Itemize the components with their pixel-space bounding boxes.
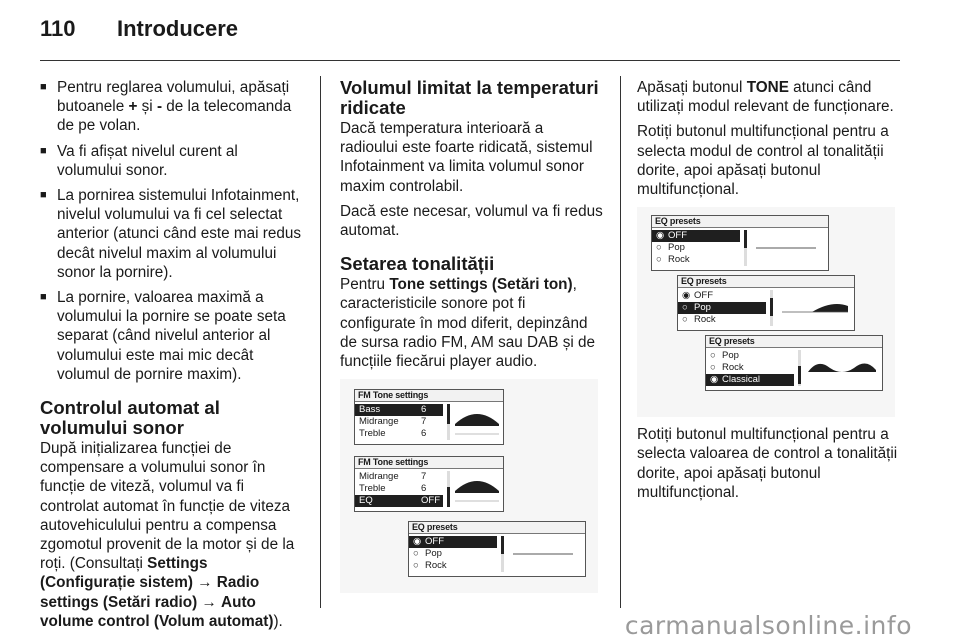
row-value: OFF <box>421 495 440 507</box>
bullet-square-icon: ■ <box>40 144 47 157</box>
bullet-item <box>40 288 302 384</box>
paragraph-text: Pentru <box>340 276 390 294</box>
row-value: 6 <box>421 404 427 416</box>
pop-curve-icon <box>776 292 852 326</box>
plus-symbol: + <box>128 98 138 116</box>
paragraph-text: , caracteristicile sonore pot fi configurate în mod diferit, depinzând de sursa radio FM, AM sau DAB și de funcțiile fiecărui player audio. <box>340 276 596 371</box>
screen-panel <box>677 275 855 331</box>
screen-panel <box>651 215 829 271</box>
row-label: Bass <box>359 404 381 416</box>
watermark: carmanualsonline.info <box>624 611 912 640</box>
menu-row <box>409 536 497 548</box>
paragraph-text: După inițializarea funcției de compensare a volumului sonor în funcție de viteză, volumul va fi controlat automat în funcție de viteza autovehiculului pentru a compensa zgomotul provenit de la motor și de la roți. (Consultați <box>40 440 295 573</box>
classical-curve-icon <box>804 352 880 386</box>
radio-icon: ○ <box>413 560 419 572</box>
section-heading-volume-limit: Volumul limitat la temperaturi ridicate <box>340 77 599 118</box>
flat-curve-icon <box>507 538 577 572</box>
menu-row <box>355 404 443 416</box>
row-label: Rock <box>668 254 690 266</box>
tone-settings-figure <box>340 379 598 593</box>
scroll-thumb <box>501 536 504 554</box>
eq-presets-figure <box>637 207 895 417</box>
menu-row <box>678 302 766 314</box>
screen-panel <box>354 456 504 512</box>
column-1 <box>40 78 302 637</box>
auto-volume-paragraph <box>40 439 302 631</box>
menu-row <box>409 548 497 560</box>
column-divider-1 <box>320 76 321 608</box>
bullet-text: La pornire, valoarea maximă a volumului la pornire se poate seta separat (când nivelul anterior al volumului este mai mic decât volumul de pornire maxim). <box>57 289 286 383</box>
menu-row <box>678 314 766 326</box>
bullet-text: Pentru reglarea volumului, apăsați butoanele <box>57 79 290 116</box>
menu-row <box>678 290 766 302</box>
radio-icon: ○ <box>413 548 419 560</box>
menu-row <box>652 254 740 266</box>
row-label: Treble <box>359 483 386 495</box>
flat-curve-icon <box>750 232 820 266</box>
menu-row <box>706 362 794 374</box>
menu-row <box>652 230 740 242</box>
row-value: 7 <box>421 471 427 483</box>
menu-row <box>355 495 443 507</box>
radio-icon: ○ <box>682 302 688 314</box>
minus-symbol: - <box>156 98 163 116</box>
paragraph-text: atunci când utilizați modul relevant de funcționare. <box>637 79 894 116</box>
paragraph <box>340 275 605 371</box>
panel-title: FM Tone settings <box>355 390 503 402</box>
panel-title: EQ presets <box>706 336 882 348</box>
paragraph <box>637 78 903 116</box>
radio-icon: ○ <box>656 242 662 254</box>
scroll-thumb <box>770 298 773 316</box>
row-label: EQ <box>359 495 373 507</box>
radio-icon: ○ <box>682 314 688 326</box>
menu-row <box>355 483 443 495</box>
row-label: Rock <box>694 314 716 326</box>
menu-row <box>355 428 443 440</box>
radio-icon: ○ <box>656 254 662 266</box>
paragraph: Rotiți butonul multifuncțional pentru a selecta modul de control al tonalității dorite, apoi apăsați butonul multifuncțional. <box>637 123 889 199</box>
radio-selected-icon: ◉ <box>656 230 665 242</box>
row-label: Pop <box>694 302 711 314</box>
arrow-separator: → <box>192 574 217 592</box>
paragraph-text: Apăsați butonul <box>637 79 747 96</box>
section-heading-auto-volume: Controlul automat al volumului sonor <box>40 397 220 439</box>
menu-row <box>652 242 740 254</box>
radio-icon: ○ <box>710 350 716 362</box>
row-label: Midrange <box>359 471 399 483</box>
scroll-thumb <box>798 366 801 384</box>
panel-title: FM Tone settings <box>355 457 503 469</box>
row-label: Treble <box>359 428 386 440</box>
screen-panel <box>354 389 504 445</box>
row-label: Rock <box>722 362 744 374</box>
bullet-item <box>40 186 302 282</box>
bullet-item <box>40 142 302 180</box>
column-2 <box>340 78 605 599</box>
panel-title: EQ presets <box>409 522 585 534</box>
menu-row <box>355 471 443 483</box>
radio-selected-icon: ◉ <box>682 290 691 302</box>
paragraph: Dacă este necesar, volumul va fi redus automat. <box>340 202 603 240</box>
menu-row <box>355 416 443 428</box>
menu-path-auto-volume: Auto volume control (Volum automat) <box>40 593 274 630</box>
row-label: Midrange <box>359 416 399 428</box>
scroll-thumb <box>447 404 450 424</box>
page-title: Introducere <box>117 16 239 41</box>
radio-selected-icon: ◉ <box>413 536 422 548</box>
row-label: Rock <box>425 560 447 572</box>
scroll-thumb <box>744 230 747 248</box>
section-heading-tone-setting: Setarea tonalității <box>340 253 495 275</box>
row-value: 6 <box>421 428 427 440</box>
radio-icon: ○ <box>710 362 716 374</box>
tone-curve-icon <box>453 406 501 440</box>
bullet-text: de la telecomanda de pe volan. <box>57 98 292 135</box>
bullet-square-icon: ■ <box>40 189 47 202</box>
bullet-text: La pornirea sistemului Infotainment, nivelul volumului va fi cel selectat anterior (atunci când este mai redus decât nivelul maxim al volumului sonor la pornire). <box>57 187 302 281</box>
row-label: Pop <box>668 242 685 254</box>
menu-path-radio-settings: Radio settings (Setări radio) <box>40 574 260 611</box>
menu-path-settings: Settings (Configurație sistem) <box>40 555 208 592</box>
arrow-separator: → <box>197 593 222 611</box>
paragraph: Dacă temperatura interioară a radioului este foarte ridicată, sistemul Infotainment va limita volumul sonor maxim controlabil. <box>340 120 593 195</box>
column-3 <box>637 78 903 508</box>
bullet-square-icon: ■ <box>40 81 47 93</box>
row-value: 6 <box>421 483 427 495</box>
row-label: OFF <box>668 230 687 242</box>
row-label: OFF <box>425 536 444 548</box>
paragraph-text: ). <box>273 612 283 630</box>
menu-row <box>409 560 497 572</box>
page-number: 110 <box>40 16 76 41</box>
menu-row <box>706 350 794 362</box>
screen-panel <box>705 335 883 391</box>
row-value: 7 <box>421 416 427 428</box>
screen-panel <box>408 521 586 577</box>
bullet-item <box>40 78 302 136</box>
radio-selected-icon: ◉ <box>710 374 719 386</box>
row-label: Classical <box>722 374 761 386</box>
bullet-text: și <box>137 98 157 116</box>
row-label: Pop <box>425 548 442 560</box>
header-rule <box>40 60 900 61</box>
scroll-thumb <box>447 487 450 507</box>
paragraph: Rotiți butonul multifuncțional pentru a selecta valoarea de control a tonalității dorite, apoi apăsați butonul multifuncțional. <box>637 426 898 501</box>
bullet-text: Va fi afișat nivelul curent al volumului sonor. <box>57 142 238 179</box>
bullet-square-icon: ■ <box>40 291 47 304</box>
menu-path-tone-settings: Tone settings (Setări ton) <box>389 276 573 294</box>
menu-row <box>706 374 794 386</box>
tone-curve-icon <box>453 473 501 507</box>
column-divider-2 <box>620 76 621 608</box>
panel-title: EQ presets <box>678 276 854 288</box>
panel-title: EQ presets <box>652 216 828 228</box>
row-label: OFF <box>694 290 713 302</box>
tone-button-label: TONE <box>746 79 789 96</box>
row-label: Pop <box>722 350 739 362</box>
